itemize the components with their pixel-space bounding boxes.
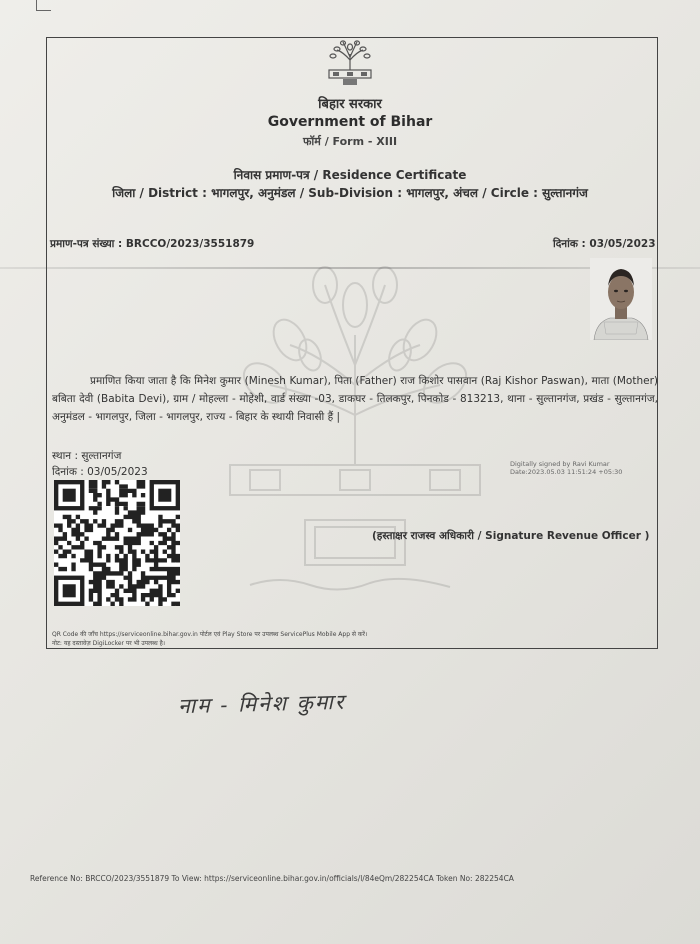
handwritten-name-note: नाम - मिनेश कुमार: [177, 689, 346, 719]
bihar-emblem-icon: [323, 40, 377, 86]
state-name-hindi: बिहार सरकार: [318, 97, 382, 112]
qr-verification-note: [52, 630, 472, 648]
certificate-number: प्रमाण-पत्र संख्या : BRCCO/2023/3551879: [50, 238, 255, 250]
place-and-date: [52, 448, 148, 480]
place-line: स्थान : सुल्तानगंज: [52, 450, 122, 462]
footer-reference: Reference No: BRCCO/2023/3551879 To View: https://serviceonline.bihar.gov.in/officials/l/84eQm/282254CA Token No: 282254CA: [30, 874, 514, 883]
qr-code[interactable]: [54, 480, 180, 606]
form-label: फॉर्म / Form - XIII: [302, 135, 398, 148]
applicant-photo: [590, 258, 652, 340]
issue-date-line: दिनांक : 03/05/2023: [52, 466, 148, 478]
qr-finder-pattern: [56, 578, 82, 604]
certificate-body: प्रमाणित किया जाता है कि मिनेश कुमार (Minesh Kumar), पिता (Father) राज किशोर पासवान (Raj Kishor Paswan), माता (Mother) बबिता देवी (Babita Devi), ग्राम / मोहल्ला - मोहेशी, वार्ड संख्या -03, डाकघर - तिलकपुर, पिनकोड - 813213, थाना - सुल्तानगंज, प्रखंड - सुल्तानगंज, अनुमंडल - भागलपुर, जिला - भागलपुर, राज्य - बिहार के स्थायी निवासी हैं |: [52, 375, 658, 423]
qr-note-line-1: QR Code की जाँच https://serviceonline.bihar.gov.in पोर्टल एवं Play Store पर उपलब्ध ServicePlus Mobile App से करें।: [52, 631, 368, 638]
signature-revenue-officer: (हस्ताक्षर राजस्व अधिकारी / Signature Revenue Officer ): [372, 530, 650, 542]
digital-signature-name: Digitally signed by Ravi Kumar: [510, 460, 610, 468]
certificate-title: निवास प्रमाण-पत्र / Residence Certificate: [233, 168, 467, 182]
corner-mark: [36, 0, 51, 11]
district-line: जिला / District : भागलपुर, अनुमंडल / Sub-Division : भागलपुर, अंचल / Circle : सुल्तानगंज: [112, 186, 588, 200]
digital-signature-date: Date:2023.05.03 11:51:24 +05:30: [510, 468, 623, 476]
qr-note-line-2: नोट: यह दस्तावेज़ DigiLocker पर भी उपलब्ध है।: [52, 640, 166, 647]
watermark-emblem: [220, 265, 490, 625]
qr-finder-pattern: [152, 482, 178, 508]
certificate-date: दिनांक : 03/05/2023: [553, 238, 656, 250]
digital-signature: [510, 460, 622, 476]
state-name-english: Government of Bihar: [267, 114, 433, 130]
qr-finder-pattern: [56, 482, 82, 508]
